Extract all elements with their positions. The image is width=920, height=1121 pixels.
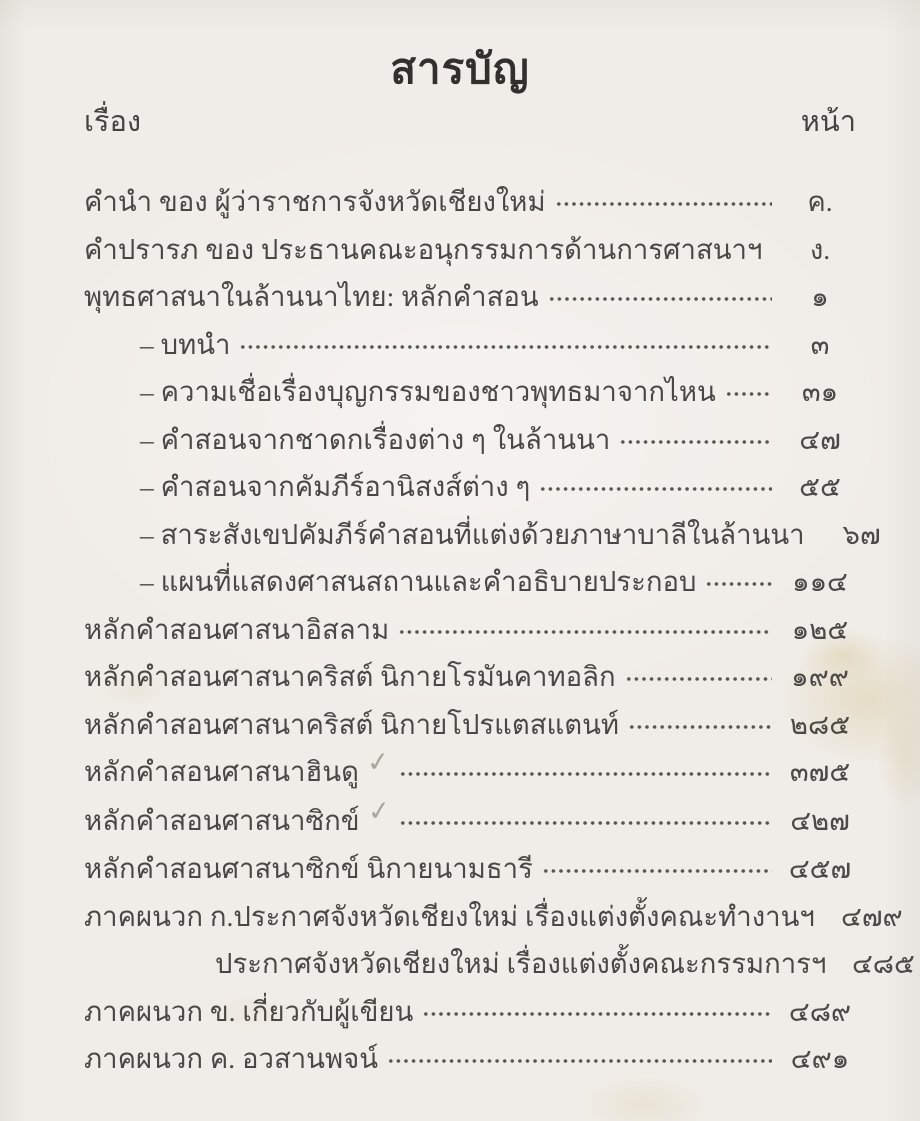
dot-leader [399,754,772,782]
toc-page-number: ๓ [810,328,830,360]
toc-page-number: ๔๗ [799,423,841,455]
toc-entry-label: – แผนที่แสดงศาสนสถานและคำอธิบายประกอบ [140,566,697,597]
dot-leader [619,421,772,449]
dot-leader [628,706,772,734]
toc-row [0,511,920,559]
toc-page-number: ๑๒๕ [791,613,849,645]
toc-entry-label: – คำสอนจากชาดกเรื่องต่าง ๆ ในล้านนา [140,423,611,455]
dot-leader [771,231,772,259]
toc-row [0,463,920,511]
toc-row [0,273,920,321]
toc-entry-label: หลักคำสอนศาสนาซิกข์ นิกายนามธารี [84,853,533,884]
toc-page-number: ๑๙๙ [791,661,849,692]
toc-row [0,893,920,941]
toc-entry-label: คำปรารภ ของ ประธานคณะอนุกรรมการด้านการศาสนาฯ [84,233,763,265]
toc-page-number: ๔๘๕ [851,948,915,979]
toc-row [0,845,920,893]
toc-row [0,653,920,701]
toc-row [0,321,920,369]
dot-leader [398,611,772,639]
toc-row [0,988,920,1036]
page-title: สารบัญ [390,47,530,93]
toc-page-number: ๔๒๗ [790,804,850,836]
toc-page-number: ๕๕ [799,471,841,502]
toc-page-number: ๔๗๙ [841,900,903,932]
toc-page-number: ๖๗ [842,518,881,550]
dot-leader [399,802,772,830]
toc-list [0,178,920,1083]
toc-row [0,794,920,846]
toc-entry-label: – สาระสังเขปคัมภีร์คำสอนที่แต่งด้วยภาษาบาลีในล้านนา [140,518,805,550]
toc-entry-label: หลักคำสอนศาสนาคริสต์ นิกายโปรแตสแตนท์ [84,708,620,740]
dot-leader [548,279,772,307]
page-column-label: หน้า [800,106,856,138]
toc-page-number: ๑๑๔ [792,566,848,597]
toc-entry-label: หลักคำสอนศาสนาฮินดู [84,756,359,787]
toc-page-number: ๔๙๑ [790,1043,850,1074]
toc-entry-label: ประกาศจังหวัดเชียงใหม่ เรื่องแต่งตั้งคณะกรรมการฯ [215,948,827,979]
toc-entry-label: หลักคำสอนศาสนาอิสลาม [84,613,390,645]
pencil-checkmark-icon: ✓ [365,745,392,780]
dot-leader [705,564,772,592]
toc-page-number: ๔๘๙ [788,995,852,1027]
toc-entry-label: ภาคผนวก ก.ประกาศจังหวัดเชียงใหม่ เรื่องแต่งตั้งคณะทำงานฯ [84,900,815,932]
toc-row [0,178,920,226]
toc-header-row [0,100,920,144]
toc-entry-label: – คำสอนจากคัมภีร์อานิสงส์ต่าง ๆ [140,471,531,502]
toc-entry-label: หลักคำสอนศาสนาซิกข์ [84,804,360,836]
toc-page-number: ค. [807,186,833,217]
dot-leader [422,993,772,1021]
toc-entry-label: ภาคผนวก ค. อวสานพจน์ [84,1043,379,1074]
toc-row [0,558,920,606]
toc-page-number: ๑ [811,281,829,312]
toc-row [0,226,920,274]
dot-leader [539,469,772,497]
dot-leader [725,374,772,402]
toc-page-number: ๓๗๕ [789,756,851,787]
toc-page-number: ๒๘๕ [789,708,851,740]
toc-row [0,606,920,654]
dot-leader [239,326,772,354]
toc-entry-label: – ความเชื่อเรื่องบุญกรรมของชาวพุทธมาจากไหน [140,376,716,407]
toc-row [0,416,920,464]
toc-page-number: ๔๕๗ [788,853,852,884]
toc-row [0,368,920,416]
toc-row [0,940,920,988]
toc-entry-label: ภาคผนวก ข. เกี่ยวกับผู้เขียน [84,995,414,1027]
toc-row [0,701,920,749]
toc-row [0,1035,920,1083]
subject-column-label: เรื่อง [84,106,142,138]
dot-leader [625,659,772,687]
toc-page-number: ๓๑ [801,376,839,407]
toc-entry-label: – บทนำ [140,328,231,360]
toc-entry-label: พุทธศาสนาในล้านนาไทย: หลักคำสอน [84,281,539,312]
dot-leader [555,184,772,212]
toc-entry-label: คำนำ ของ ผู้ว่าราชการจังหวัดเชียงใหม่ [84,186,546,217]
toc-entry-label: หลักคำสอนศาสนาคริสต์ นิกายโรมันคาทอลิก [84,661,616,692]
dot-leader [387,1041,772,1069]
toc-page-number: ง. [809,233,831,265]
toc-row [0,745,920,797]
pencil-checkmark-icon: ✓ [366,794,392,828]
dot-leader [542,851,772,879]
